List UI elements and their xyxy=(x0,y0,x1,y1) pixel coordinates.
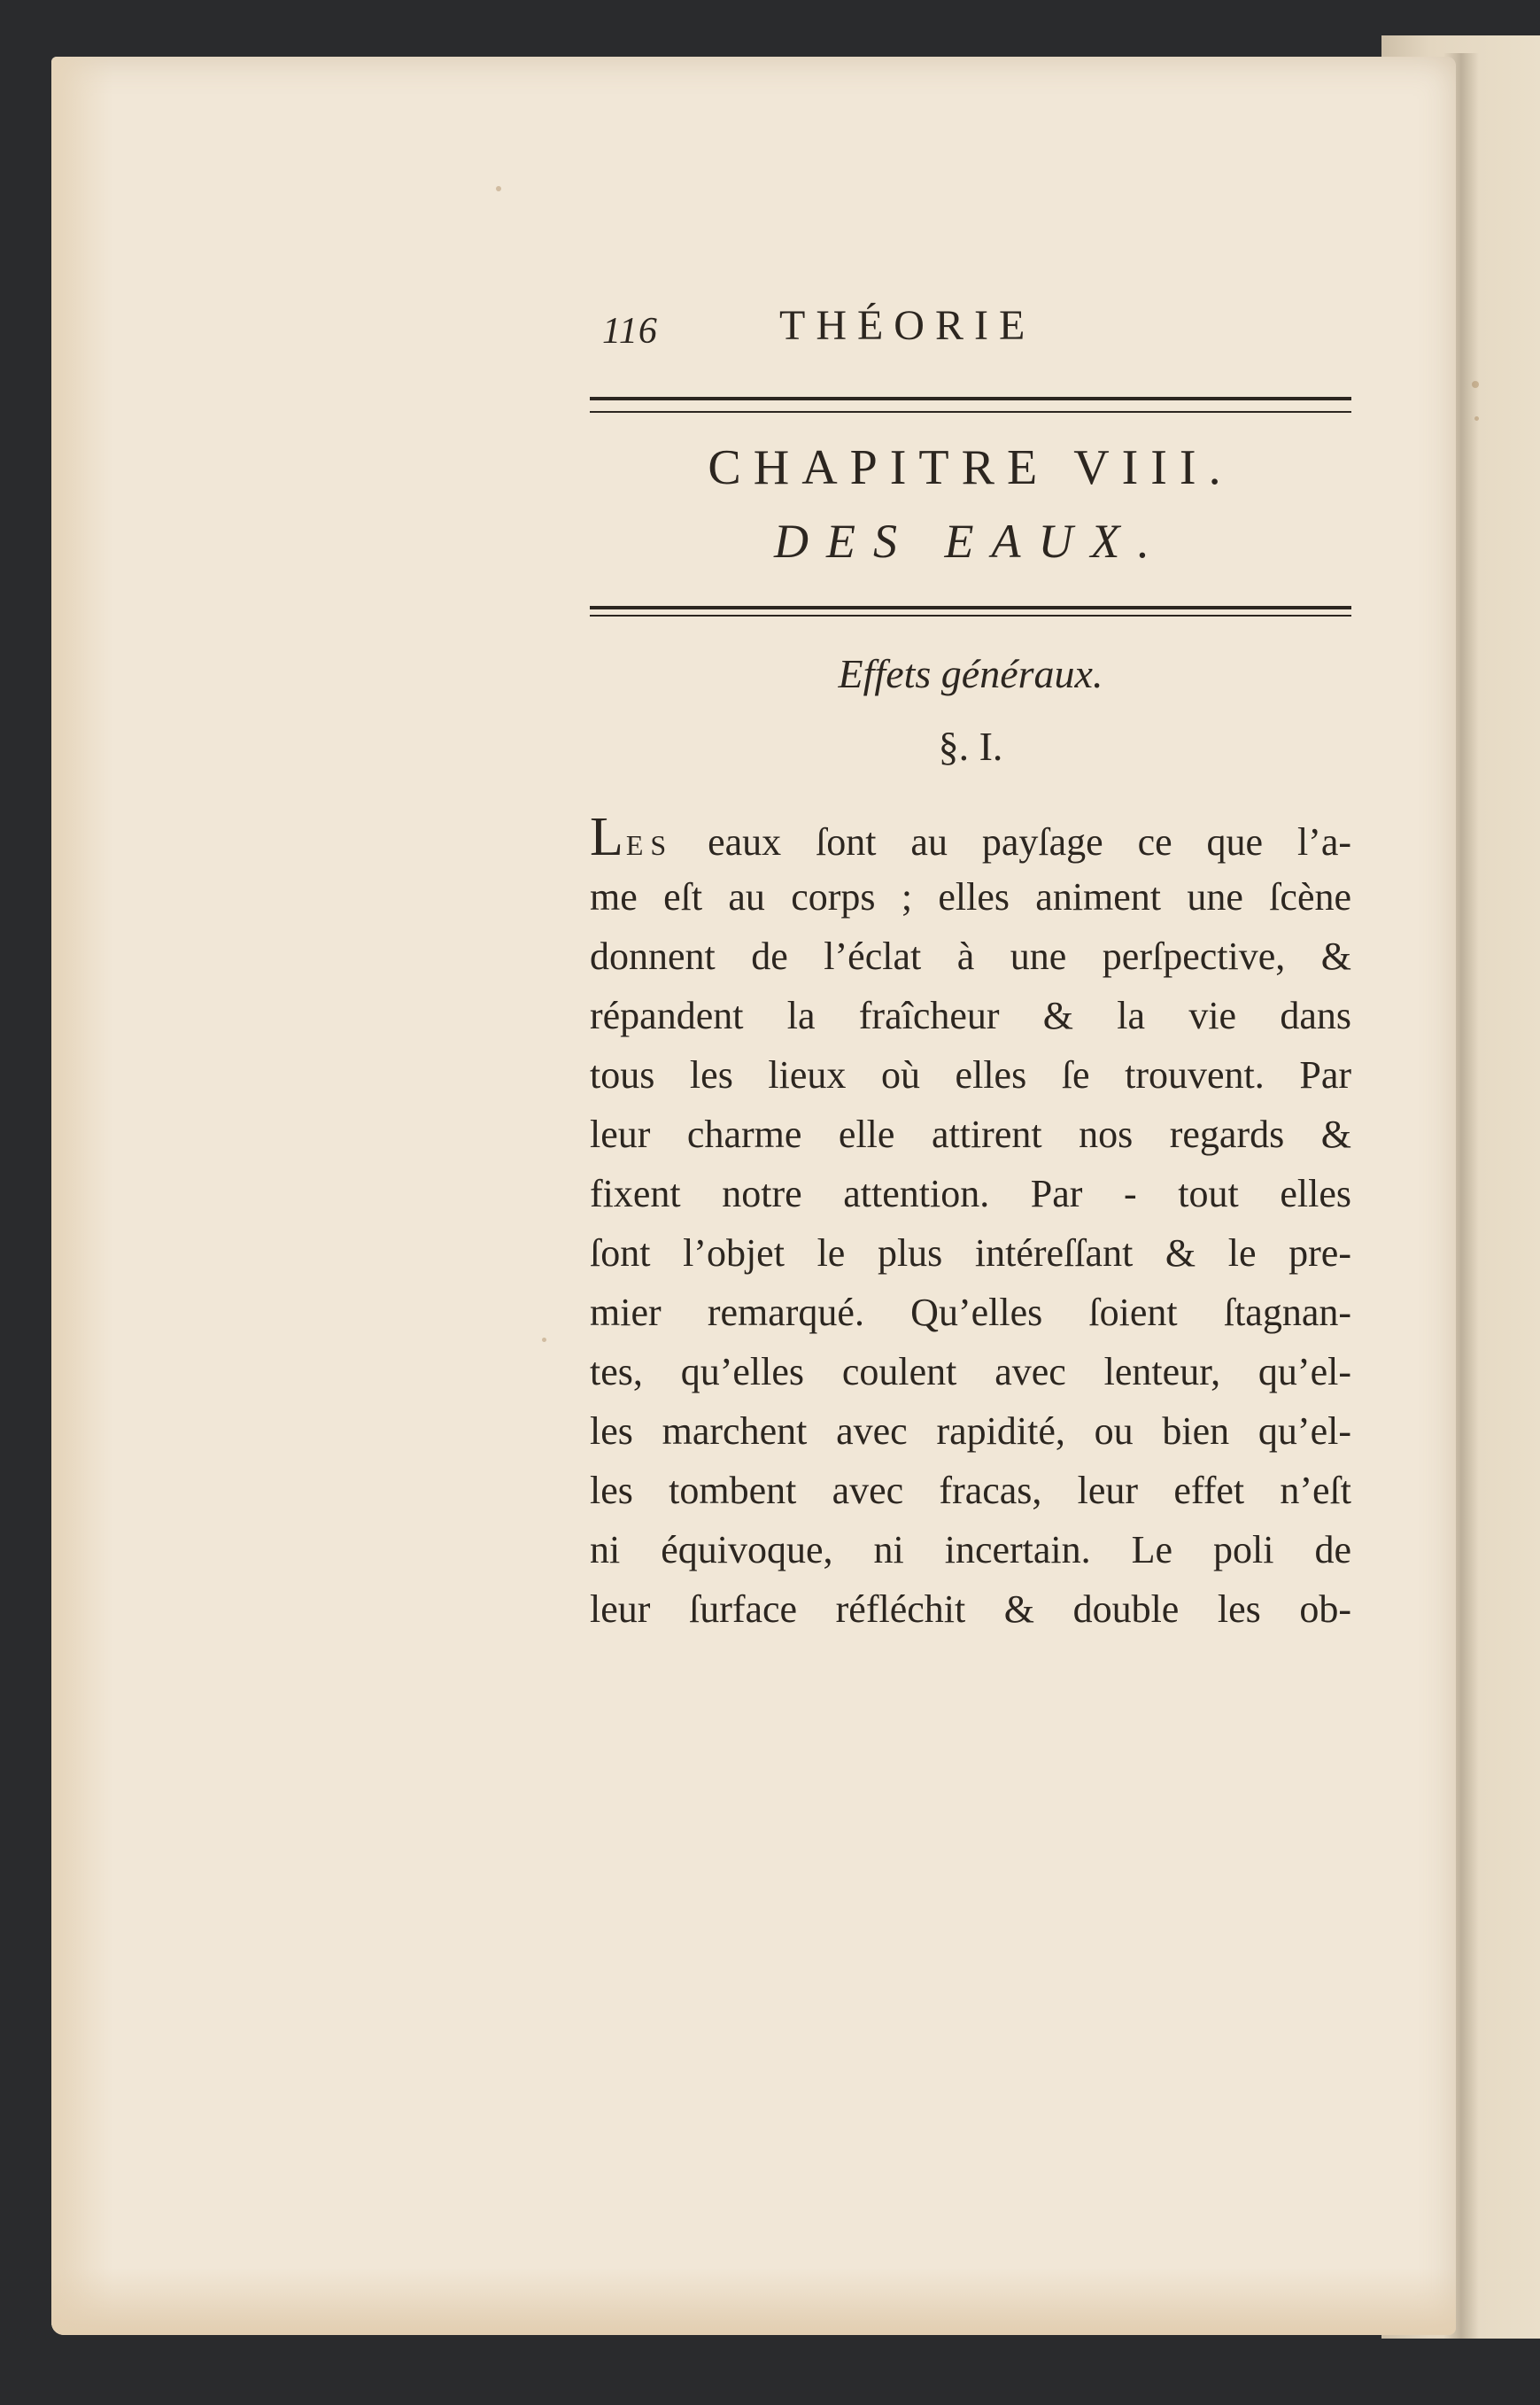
body-line: répandent la fraîcheur & la vie dans xyxy=(590,994,1351,1037)
section-heading: Effets généraux. xyxy=(838,651,1103,696)
body-line: leur charme elle attirent nos regards & xyxy=(590,1113,1351,1156)
body-line: tes, qu’elles coulent avec lenteur, qu’el- xyxy=(590,1350,1351,1393)
page-text xyxy=(590,292,1351,1639)
foxing-spot xyxy=(1474,416,1479,421)
chapter-rule xyxy=(590,606,1351,617)
body-line xyxy=(590,808,1351,867)
chapter-subtitle: DES EAUX. xyxy=(774,515,1167,568)
body-line: tous les lieux où elles ſe trouvent. Par xyxy=(590,1053,1351,1097)
foxing-spot xyxy=(496,186,501,191)
page-number: 116 xyxy=(602,311,658,352)
page-bottom-edge xyxy=(51,2268,1456,2335)
body-line: fixent notre attention. Par - tout elles xyxy=(590,1172,1351,1215)
page-left-edge xyxy=(51,57,113,2335)
body-paragraph xyxy=(590,808,1351,1639)
body-line: les tombent avec fracas, leur effet n’eſt xyxy=(590,1469,1351,1512)
small-caps-word: ES xyxy=(625,829,674,861)
body-line: donnent de l’éclat à une perſpective, & xyxy=(590,935,1351,978)
foxing-spot xyxy=(542,1338,546,1342)
running-head xyxy=(590,292,1351,354)
body-line: leur ſurface réfléchit & double les ob- xyxy=(590,1587,1351,1631)
body-line: ni équivoque, ni incertain. Le poli de xyxy=(590,1528,1351,1571)
body-line: me eſt au corps ; elles animent une ſcène xyxy=(590,875,1351,919)
running-title: THÉORIE xyxy=(779,302,1036,349)
header-double-rule xyxy=(590,397,1351,413)
chapter-title: CHAPITRE VIII. xyxy=(708,440,1234,495)
body-line: les marchent avec rapidité, ou bien qu’el- xyxy=(590,1409,1351,1453)
body-line: mier remarqué. Qu’elles ſoient ſtagnan- xyxy=(590,1291,1351,1334)
body-line: ſont l’objet le plus intéreſſant & le pre- xyxy=(590,1231,1351,1275)
foxing-spot xyxy=(1472,381,1479,388)
section-number: §. I. xyxy=(938,724,1003,769)
drop-cap: L xyxy=(590,807,626,867)
first-line-text: eaux ſont au payſage ce que l’a- xyxy=(708,820,1352,864)
